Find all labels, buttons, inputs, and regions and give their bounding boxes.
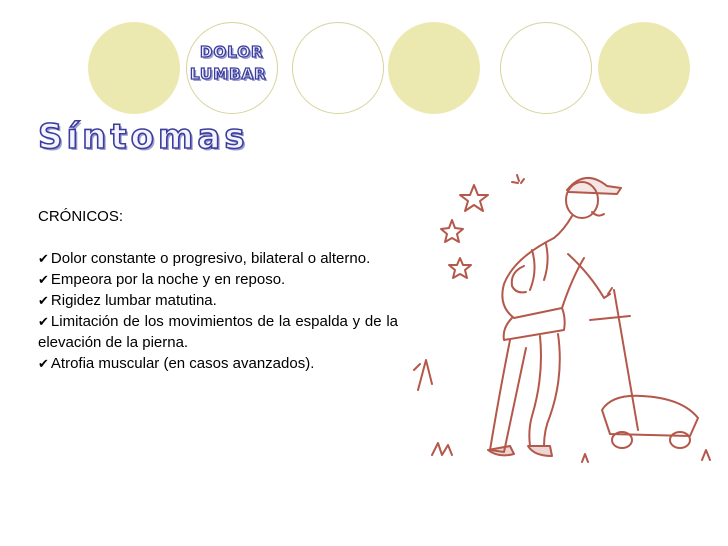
list-item: ✔ Dolor constante o progresivo, bilateral o alterno.: [38, 250, 371, 267]
checkmark-icon: ✔: [38, 251, 49, 266]
symptom-list: [38, 206, 398, 374]
decor-circle-5: [500, 22, 592, 114]
checkmark-icon: ✔: [38, 314, 49, 329]
pain-spark-icon: [512, 175, 524, 183]
decor-circle-4: [388, 22, 480, 114]
list-item: ✔ Limitación de los movimientos de la espalda y de la elevación de la pierna.: [38, 313, 398, 351]
checkmark-icon: ✔: [38, 272, 49, 287]
list-item: ✔ Atrofia muscular (en casos avanzados).: [38, 355, 315, 372]
section-heading: Síntomas: [38, 117, 249, 157]
slide-title-line-2: LUMBAR: [190, 65, 267, 83]
pain-star-icon: [441, 220, 463, 242]
slide-title-line-1: DOLOR: [200, 43, 264, 61]
pain-star-icon: [460, 185, 488, 211]
intro-label: CRÓNICOS:: [38, 208, 124, 225]
man-back-pain-lawnmower-illustration: [412, 170, 722, 470]
list-item: ✔ Rigidez lumbar matutina.: [38, 292, 217, 309]
list-item: ✔ Empeora por la noche y en reposo.: [38, 271, 286, 288]
decor-circle-3: [292, 22, 384, 114]
checkmark-icon: ✔: [38, 356, 49, 371]
checkmark-icon: ✔: [38, 293, 49, 308]
pain-star-icon: [449, 258, 471, 278]
decor-circle-6: [598, 22, 690, 114]
decor-circle-1: [88, 22, 180, 114]
